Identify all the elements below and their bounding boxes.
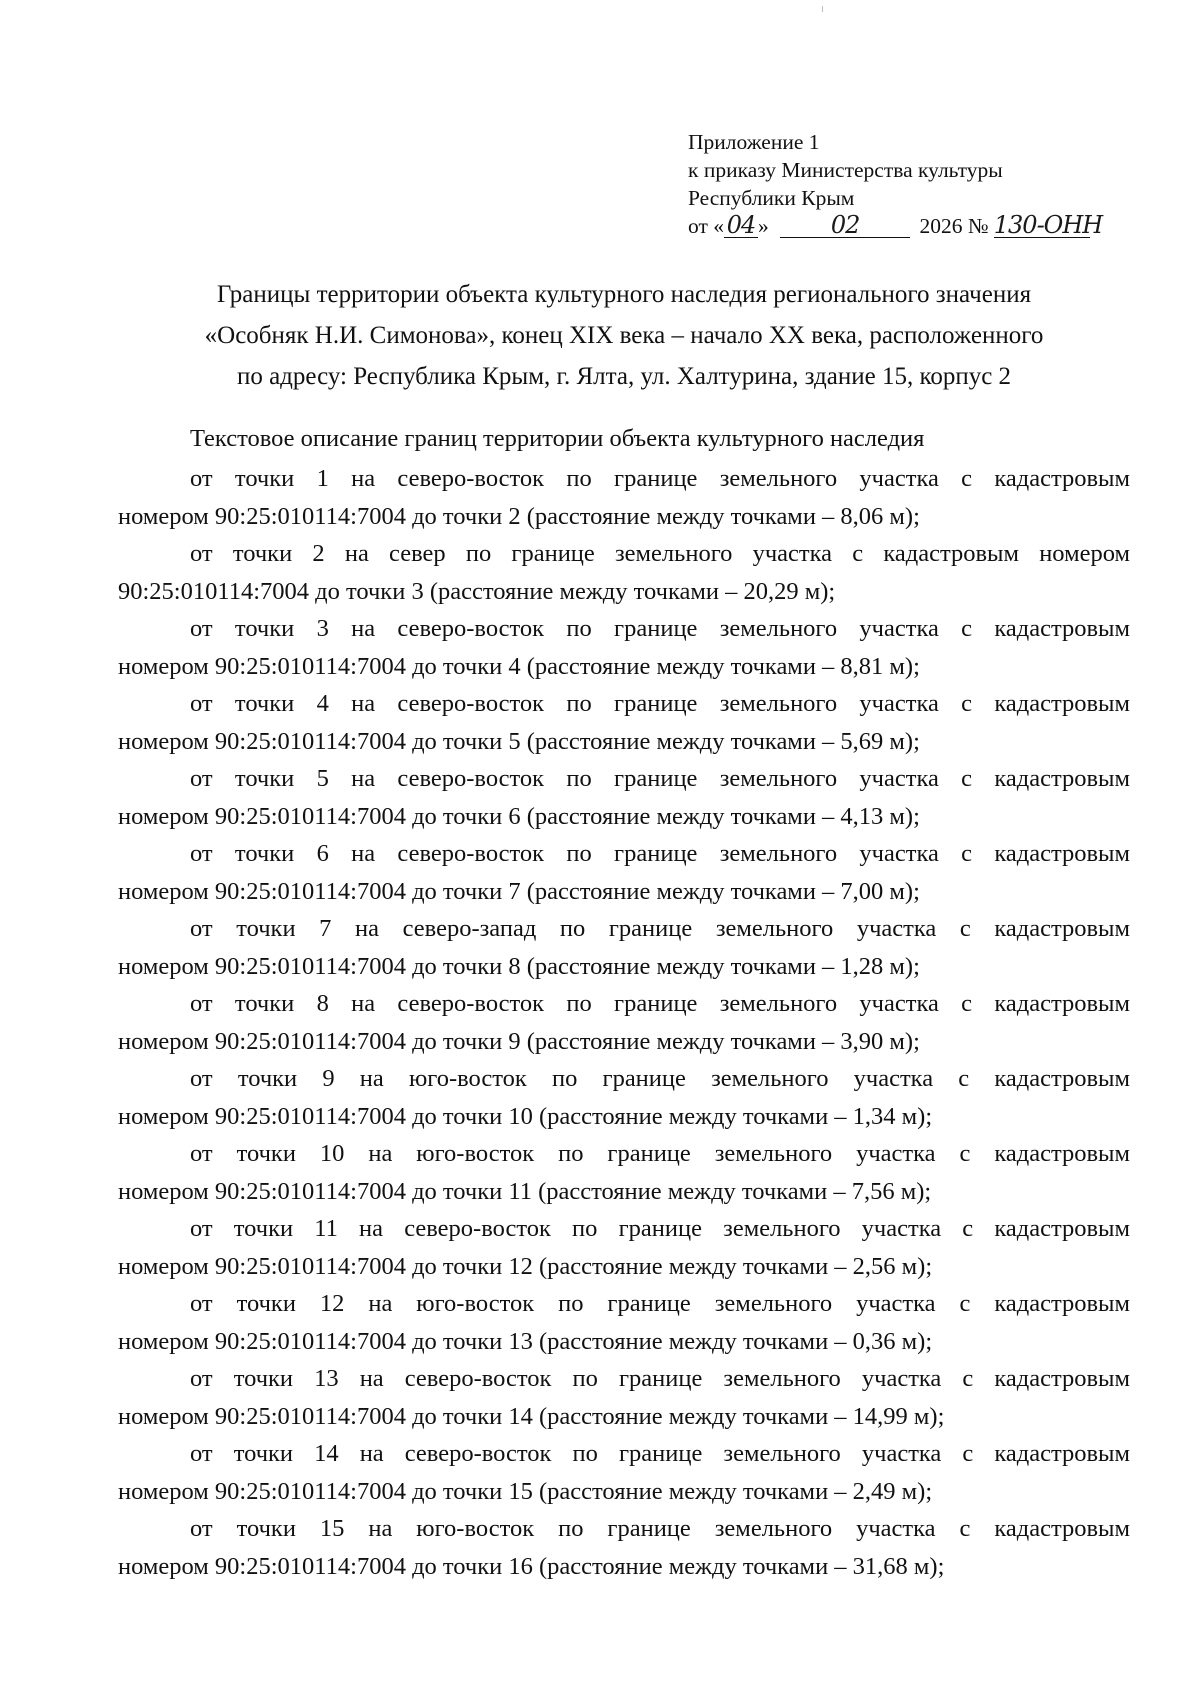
boundary-paragraph <box>118 760 1130 835</box>
paragraph-first-line: от точки 5 на северо-восток по границе земельного участка с кадастровым <box>190 765 1130 792</box>
scan-mark <box>822 6 823 12</box>
title-line-2: «Особняк Н.И. Симонова», конец XIX века – начало XX века, расположенного <box>204 322 1044 349</box>
boundary-paragraph <box>118 1060 1130 1135</box>
paragraph-first-line: от точки 9 на юго-восток по границе земельного участка с кадастровым <box>190 1065 1130 1092</box>
paragraph-second-line: номером 90:25:010114:7004 до точки 10 (расстояние между точками – 1,34 м); <box>118 1102 933 1130</box>
paragraph-first-line: от точки 3 на северо-восток по границе земельного участка с кадастровым <box>190 615 1130 642</box>
paragraph-first-line: от точки 14 на северо-восток по границе земельного участка с кадастровым <box>190 1440 1130 1467</box>
paragraph-second-line: номером 90:25:010114:7004 до точки 13 (расстояние между точками – 0,36 м); <box>118 1327 933 1355</box>
paragraph-first-line: от точки 10 на юго-восток по границе земельного участка с кадастровым <box>190 1140 1130 1167</box>
boundary-paragraph <box>118 1135 1130 1210</box>
paragraph-first-line: от точки 1 на северо-восток по границе земельного участка с кадастровым <box>190 465 1130 492</box>
paragraph-second-line: номером 90:25:010114:7004 до точки 4 (расстояние между точками – 8,81 м); <box>118 652 920 680</box>
paragraph-first-line: от точки 7 на северо-запад по границе земельного участка с кадастровым <box>190 915 1130 942</box>
boundary-paragraph <box>118 910 1130 985</box>
boundary-description <box>118 460 1130 1585</box>
appendix-line-1: Приложение 1 <box>688 130 820 154</box>
appendix-line-3: Республики Крым <box>688 186 855 210</box>
boundary-paragraph <box>118 1510 1130 1585</box>
paragraph-first-line: от точки 12 на юго-восток по границе земельного участка с кадастровым <box>190 1290 1130 1317</box>
boundary-paragraph <box>118 1360 1130 1435</box>
paragraph-second-line: 90:25:010114:7004 до точки 3 (расстояние между точками – 20,29 м); <box>118 577 836 605</box>
description-heading: Текстовое описание границ территории объекта культурного наследия <box>190 425 925 452</box>
date-day: 04 <box>724 213 758 238</box>
paragraph-second-line: номером 90:25:010114:7004 до точки 15 (расстояние между точками – 2,49 м); <box>118 1477 933 1505</box>
date-year: 2026 № <box>919 214 989 238</box>
paragraph-second-line: номером 90:25:010114:7004 до точки 14 (расстояние между точками – 14,99 м); <box>118 1402 945 1430</box>
boundary-paragraph <box>118 685 1130 760</box>
paragraph-first-line: от точки 2 на север по границе земельного участка с кадастровым номером <box>190 540 1130 567</box>
boundary-paragraph <box>118 1210 1130 1285</box>
paragraph-second-line: номером 90:25:010114:7004 до точки 6 (расстояние между точками – 4,13 м); <box>118 802 920 830</box>
date-prefix: от « <box>688 214 724 238</box>
date-month: 02 <box>780 213 910 238</box>
boundary-paragraph <box>118 985 1130 1060</box>
paragraph-second-line: номером 90:25:010114:7004 до точки 2 (расстояние между точками – 8,06 м); <box>118 502 920 530</box>
boundary-paragraph <box>118 460 1130 535</box>
order-number: 130-ОНН <box>993 211 1103 239</box>
title-line-1: Границы территории объекта культурного наследия регионального значения <box>216 281 1032 308</box>
boundary-paragraph <box>118 1435 1130 1510</box>
paragraph-second-line: номером 90:25:010114:7004 до точки 9 (расстояние между точками – 3,90 м); <box>118 1027 920 1055</box>
date-mid: » <box>758 214 769 238</box>
paragraph-second-line: номером 90:25:010114:7004 до точки 11 (расстояние между точками – 7,56 м); <box>118 1177 932 1205</box>
paragraph-second-line: номером 90:25:010114:7004 до точки 7 (расстояние между точками – 7,00 м); <box>118 877 920 905</box>
paragraph-second-line: номером 90:25:010114:7004 до точки 16 (расстояние между точками – 31,68 м); <box>118 1552 945 1580</box>
paragraph-first-line: от точки 13 на северо-восток по границе земельного участка с кадастровым <box>190 1365 1130 1392</box>
paragraph-second-line: номером 90:25:010114:7004 до точки 12 (расстояние между точками – 2,56 м); <box>118 1252 933 1280</box>
boundary-paragraph <box>118 535 1130 610</box>
paragraph-first-line: от точки 11 на северо-восток по границе земельного участка с кадастровым <box>190 1215 1130 1242</box>
boundary-paragraph <box>118 1285 1130 1360</box>
paragraph-first-line: от точки 4 на северо-восток по границе земельного участка с кадастровым <box>190 690 1130 717</box>
paragraph-first-line: от точки 6 на северо-восток по границе земельного участка с кадастровым <box>190 840 1130 867</box>
appendix-header <box>688 128 1148 240</box>
appendix-date-line <box>688 212 1148 240</box>
paragraph-first-line: от точки 15 на юго-восток по границе земельного участка с кадастровым <box>190 1515 1130 1542</box>
paragraph-second-line: номером 90:25:010114:7004 до точки 5 (расстояние между точками – 5,69 м); <box>118 727 920 755</box>
boundary-paragraph <box>118 835 1130 910</box>
boundary-paragraph <box>118 610 1130 685</box>
document-title <box>118 274 1130 397</box>
paragraph-first-line: от точки 8 на северо-восток по границе земельного участка с кадастровым <box>190 990 1130 1017</box>
appendix-line-2: к приказу Министерства культуры <box>688 158 1003 182</box>
paragraph-second-line: номером 90:25:010114:7004 до точки 8 (расстояние между точками – 1,28 м); <box>118 952 920 980</box>
title-line-3: по адресу: Республика Крым, г. Ялта, ул. Халтурина, здание 15, корпус 2 <box>236 363 1012 390</box>
